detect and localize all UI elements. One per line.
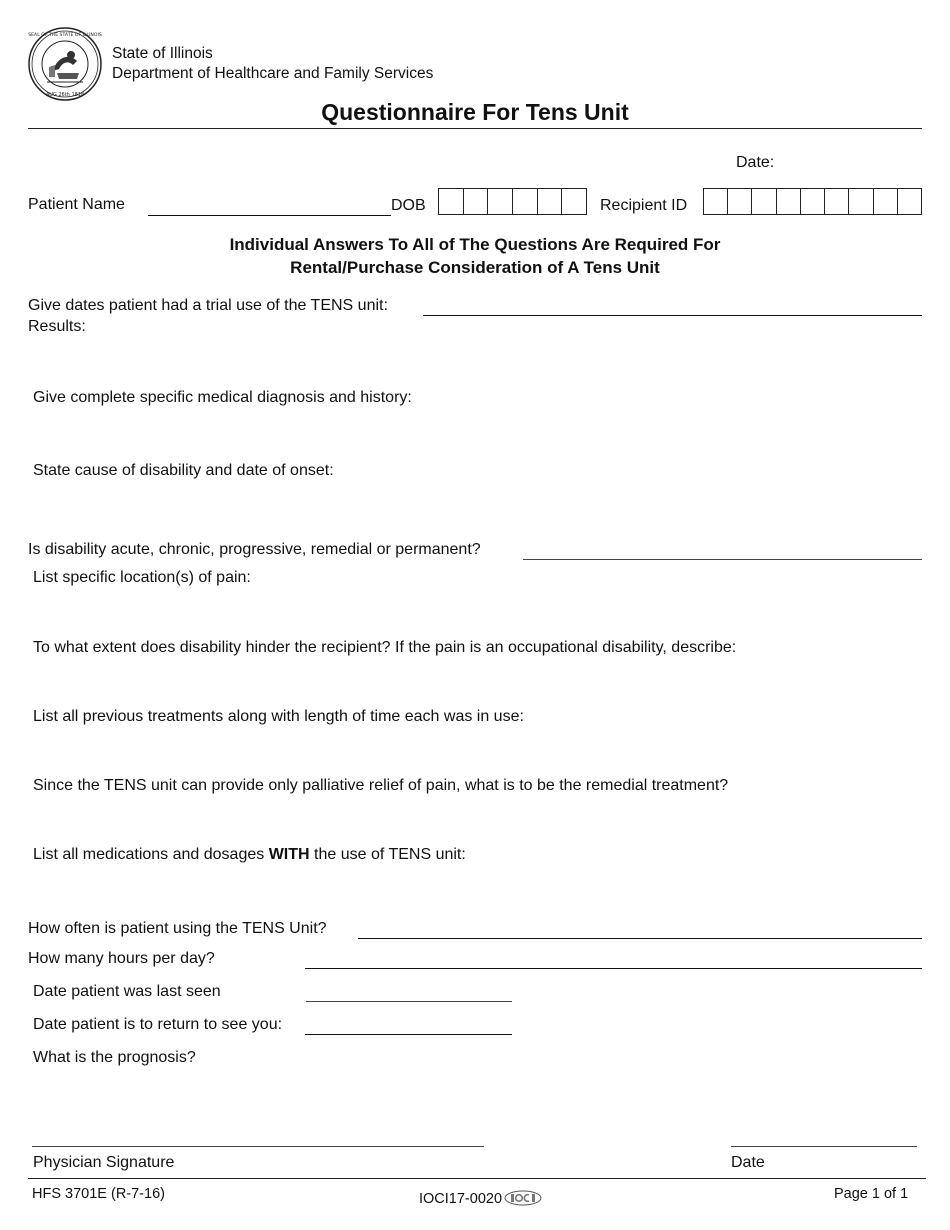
patient-name-label: Patient Name	[28, 196, 125, 213]
instructions	[0, 233, 950, 279]
prognosis-question: What is the prognosis?	[33, 1049, 196, 1066]
signature-date-field[interactable]	[731, 1146, 917, 1147]
patient-name-field[interactable]	[148, 215, 391, 216]
disability-type-question: Is disability acute, chronic, progressive, remedial or permanent?	[28, 541, 481, 558]
ioci-code	[419, 1190, 542, 1208]
state-name: State of Illinois	[112, 45, 213, 62]
last-seen-question: Date patient was last seen	[33, 983, 221, 1000]
dob-box[interactable]	[562, 189, 586, 214]
page-number: Page 1 of 1	[834, 1186, 909, 1202]
hinder-question: To what extent does disability hinder the recipient? If the pain is an occupational disability, describe:	[33, 639, 737, 656]
medications-text-post: the use of TENS unit:	[309, 846, 466, 863]
disability-type-field[interactable]	[523, 559, 922, 560]
ioci-logo-icon	[504, 1190, 542, 1206]
hours-per-day-question: How many hours per day?	[28, 950, 215, 967]
instructions-line-1: Individual Answers To All of The Questions Are Required For	[229, 235, 721, 254]
form-title: Questionnaire For Tens Unit	[321, 99, 629, 125]
treatments-question: List all previous treatments along with length of time each was in use:	[33, 708, 524, 725]
diagnosis-question: Give complete specific medical diagnosis and history:	[33, 389, 412, 406]
svg-text:AUG 26th 1818: AUG 26th 1818	[45, 92, 85, 98]
medications-text-pre: List all medications and dosages	[33, 846, 269, 863]
recipient-id-box[interactable]	[777, 189, 801, 214]
agency-block	[112, 44, 433, 83]
trial-dates-question: Give dates patient had a trial use of the TENS unit:	[28, 297, 388, 314]
recipient-id-box[interactable]	[801, 189, 825, 214]
dob-field[interactable]	[438, 188, 587, 215]
results-label: Results:	[28, 318, 86, 335]
recipient-id-box[interactable]	[704, 189, 728, 214]
return-field[interactable]	[305, 1034, 512, 1035]
recipient-id-box[interactable]	[874, 189, 898, 214]
dob-box[interactable]	[439, 189, 464, 214]
how-often-question: How often is patient using the TENS Unit?	[28, 920, 327, 937]
how-often-field[interactable]	[358, 938, 922, 939]
recipient-id-label: Recipient ID	[600, 197, 688, 214]
hours-per-day-field[interactable]	[305, 968, 922, 969]
cause-question: State cause of disability and date of onset:	[33, 462, 334, 479]
dob-box[interactable]	[538, 189, 563, 214]
recipient-id-box[interactable]	[898, 189, 921, 214]
medications-question	[33, 846, 466, 864]
pain-location-question: List specific location(s) of pain:	[33, 569, 251, 586]
last-seen-field[interactable]	[306, 1001, 512, 1002]
dob-box[interactable]	[513, 189, 538, 214]
signature-date-label: Date	[731, 1154, 765, 1171]
svg-text:SEAL OF THE STATE OF ILLINOIS: SEAL OF THE STATE OF ILLINOIS	[28, 33, 102, 38]
footer-divider	[28, 1178, 926, 1179]
form-number: HFS 3701E (R-7-16)	[32, 1186, 165, 1202]
department-name: Department of Healthcare and Family Services	[112, 64, 434, 82]
dob-label: DOB	[391, 197, 426, 214]
dob-box[interactable]	[488, 189, 513, 214]
ioci-code-text: IOCI17-0020	[419, 1191, 503, 1207]
recipient-id-box[interactable]	[752, 189, 776, 214]
date-label: Date:	[736, 154, 775, 171]
medications-text-bold: WITH	[268, 846, 310, 863]
physician-signature-field[interactable]	[32, 1146, 484, 1147]
physician-signature-label: Physician Signature	[33, 1154, 175, 1171]
recipient-id-box[interactable]	[825, 189, 849, 214]
recipient-id-box[interactable]	[849, 189, 873, 214]
recipient-id-box[interactable]	[728, 189, 752, 214]
dob-box[interactable]	[464, 189, 489, 214]
instructions-line-2: Rental/Purchase Consideration of A Tens Unit	[290, 258, 660, 277]
trial-dates-field[interactable]	[423, 315, 922, 316]
remedial-question: Since the TENS unit can provide only palliative relief of pain, what is to be the remedial treatment?	[33, 777, 729, 794]
state-seal-logo	[27, 27, 103, 101]
header-divider	[28, 128, 922, 129]
return-question: Date patient is to return to see you:	[33, 1016, 283, 1033]
recipient-id-field[interactable]	[703, 188, 922, 215]
